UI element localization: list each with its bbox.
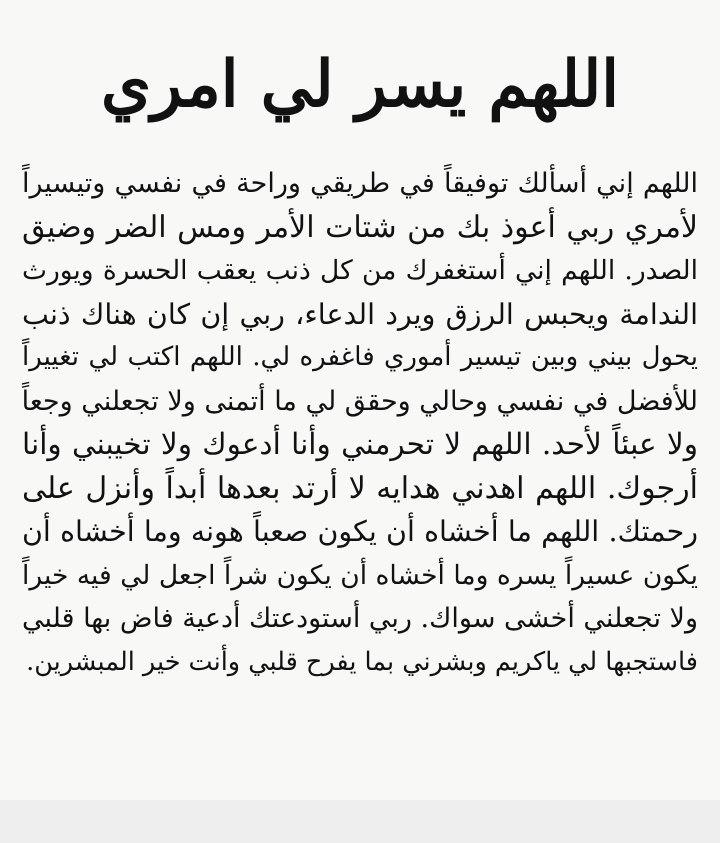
text-line: رحمتك. اللهم ما أخشاه أن يكون صعباً هونه وما أخشاه أن: [22, 515, 698, 548]
text-line: الصدر. اللهم إني أستغفرك من كل ذنب يعقب الحسرة ويورث: [22, 255, 698, 286]
text-line: للأفضل في نفسي وحالي وحقق لي ما أتمنى ولا تجعلني وجعاً: [22, 385, 698, 417]
text-line: يكون عسيراً يسره وما أخشاه أن يكون شراً اجعل لي فيه خيراً: [22, 559, 698, 591]
text-line: لأمري ربي أعوذ بك من شتات الأمر ومس الضر وضيق: [22, 209, 698, 245]
text-line: أرجوك. اللهم اهدني هدايه لا أرتد بعدها أبداً وأنزل على: [22, 470, 698, 506]
text-line: فاستجبها لي ياكريم وبشرني بما يفرح قلبي وأنت خير المبشرين.: [26, 646, 698, 677]
text-line: اللهم إني أسألك توفيقاً في طريقي وراحة في نفسي وتيسيراً: [22, 168, 698, 199]
text-line: الندامة ويحبس الرزق ويرد الدعاء، ربي إن كان هناك ذنب: [22, 297, 698, 331]
text-line: ولا عبئاً لأحد. اللهم لا تحرمني وأنا أدعوك ولا تخيبني وأنا: [22, 427, 698, 461]
page-title: اللهم يسر لي امري: [101, 47, 619, 122]
bottom-margin: [0, 800, 720, 843]
prayer-text: [22, 162, 698, 684]
text-line: يحول بيني وبين تيسير أموري فاغفره لي. اللهم اكتب لي تغييراً: [22, 342, 698, 372]
text-line: ولا تجعلني أخشى سواك. ربي أستودعتك أدعية فاض بها قلبي: [22, 603, 698, 634]
